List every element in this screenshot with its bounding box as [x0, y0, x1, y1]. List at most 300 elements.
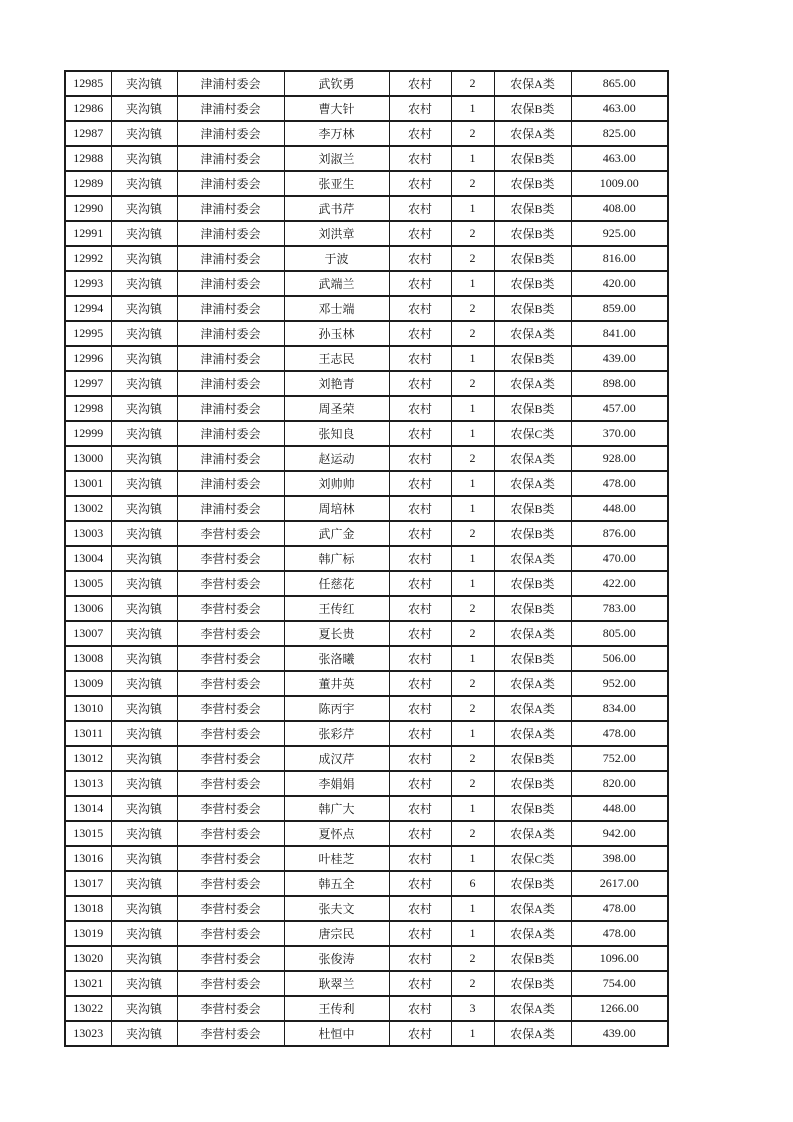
cell-committee: 津浦村委会 [177, 471, 284, 496]
table-row [65, 946, 668, 971]
cell-residence: 农村 [389, 496, 451, 521]
cell-category: 农保B类 [494, 496, 571, 521]
cell-category: 农保A类 [494, 371, 571, 396]
cell-category: 农保B类 [494, 171, 571, 196]
cell-category: 农保B类 [494, 246, 571, 271]
table-row [65, 321, 668, 346]
cell-residence: 农村 [389, 296, 451, 321]
cell-count: 1 [451, 646, 494, 671]
cell-person-name: 张俊涛 [284, 946, 389, 971]
cell-town: 夹沟镇 [111, 496, 177, 521]
cell-record-id: 12986 [65, 96, 111, 121]
cell-category: 农保B类 [494, 871, 571, 896]
cell-person-name: 刘洪章 [284, 221, 389, 246]
cell-category: 农保A类 [494, 621, 571, 646]
cell-count: 1 [451, 1021, 494, 1046]
cell-category: 农保A类 [494, 121, 571, 146]
cell-person-name: 叶桂芝 [284, 846, 389, 871]
cell-committee: 李营村委会 [177, 796, 284, 821]
cell-residence: 农村 [389, 646, 451, 671]
cell-town: 夹沟镇 [111, 346, 177, 371]
cell-residence: 农村 [389, 271, 451, 296]
cell-residence: 农村 [389, 471, 451, 496]
cell-category: 农保B类 [494, 746, 571, 771]
cell-person-name: 李万林 [284, 121, 389, 146]
cell-residence: 农村 [389, 346, 451, 371]
cell-committee: 津浦村委会 [177, 71, 284, 96]
cell-town: 夹沟镇 [111, 596, 177, 621]
table-row [65, 846, 668, 871]
cell-person-name: 张知良 [284, 421, 389, 446]
cell-count: 2 [451, 221, 494, 246]
table-row [65, 971, 668, 996]
cell-committee: 津浦村委会 [177, 221, 284, 246]
cell-committee: 李营村委会 [177, 771, 284, 796]
cell-town: 夹沟镇 [111, 696, 177, 721]
cell-town: 夹沟镇 [111, 71, 177, 96]
cell-count: 2 [451, 521, 494, 546]
table-row [65, 921, 668, 946]
cell-count: 2 [451, 971, 494, 996]
cell-record-id: 12994 [65, 296, 111, 321]
cell-committee: 津浦村委会 [177, 421, 284, 446]
table-row [65, 171, 668, 196]
cell-record-id: 12993 [65, 271, 111, 296]
cell-person-name: 张洛曦 [284, 646, 389, 671]
cell-person-name: 于波 [284, 246, 389, 271]
cell-committee: 李营村委会 [177, 721, 284, 746]
cell-category: 农保A类 [494, 721, 571, 746]
cell-category: 农保B类 [494, 796, 571, 821]
cell-record-id: 12997 [65, 371, 111, 396]
cell-residence: 农村 [389, 371, 451, 396]
table-row [65, 646, 668, 671]
cell-town: 夹沟镇 [111, 221, 177, 246]
cell-count: 1 [451, 721, 494, 746]
cell-count: 1 [451, 471, 494, 496]
cell-amount: 952.00 [571, 671, 668, 696]
cell-category: 农保A类 [494, 446, 571, 471]
cell-amount: 1266.00 [571, 996, 668, 1021]
cell-count: 3 [451, 996, 494, 1021]
cell-person-name: 唐宗民 [284, 921, 389, 946]
table-row [65, 421, 668, 446]
cell-count: 2 [451, 821, 494, 846]
cell-count: 2 [451, 446, 494, 471]
cell-count: 1 [451, 546, 494, 571]
cell-amount: 1009.00 [571, 171, 668, 196]
cell-category: 农保B类 [494, 946, 571, 971]
cell-category: 农保A类 [494, 896, 571, 921]
cell-residence: 农村 [389, 771, 451, 796]
cell-committee: 李营村委会 [177, 896, 284, 921]
cell-residence: 农村 [389, 521, 451, 546]
cell-person-name: 张夫文 [284, 896, 389, 921]
cell-residence: 农村 [389, 146, 451, 171]
cell-record-id: 12989 [65, 171, 111, 196]
cell-residence: 农村 [389, 696, 451, 721]
cell-residence: 农村 [389, 921, 451, 946]
cell-residence: 农村 [389, 421, 451, 446]
cell-town: 夹沟镇 [111, 721, 177, 746]
cell-committee: 李营村委会 [177, 921, 284, 946]
cell-committee: 李营村委会 [177, 521, 284, 546]
cell-count: 2 [451, 621, 494, 646]
table-row [65, 621, 668, 646]
cell-amount: 478.00 [571, 896, 668, 921]
cell-category: 农保A类 [494, 921, 571, 946]
record-table-body [65, 71, 668, 1046]
cell-amount: 942.00 [571, 821, 668, 846]
cell-residence: 农村 [389, 896, 451, 921]
cell-residence: 农村 [389, 171, 451, 196]
cell-amount: 805.00 [571, 621, 668, 646]
cell-amount: 470.00 [571, 546, 668, 571]
cell-record-id: 13011 [65, 721, 111, 746]
cell-count: 2 [451, 371, 494, 396]
cell-town: 夹沟镇 [111, 321, 177, 346]
cell-committee: 津浦村委会 [177, 146, 284, 171]
cell-person-name: 武端兰 [284, 271, 389, 296]
cell-residence: 农村 [389, 971, 451, 996]
cell-person-name: 曹大针 [284, 96, 389, 121]
table-row [65, 671, 668, 696]
cell-person-name: 耿翠兰 [284, 971, 389, 996]
cell-count: 1 [451, 921, 494, 946]
cell-amount: 408.00 [571, 196, 668, 221]
cell-count: 1 [451, 271, 494, 296]
cell-person-name: 周培林 [284, 496, 389, 521]
cell-committee: 津浦村委会 [177, 446, 284, 471]
cell-count: 2 [451, 771, 494, 796]
table-row [65, 221, 668, 246]
cell-committee: 津浦村委会 [177, 346, 284, 371]
cell-person-name: 韩五全 [284, 871, 389, 896]
table-row [65, 596, 668, 621]
cell-record-id: 13000 [65, 446, 111, 471]
table-row [65, 771, 668, 796]
cell-record-id: 12992 [65, 246, 111, 271]
cell-committee: 津浦村委会 [177, 396, 284, 421]
cell-record-id: 12996 [65, 346, 111, 371]
cell-record-id: 13019 [65, 921, 111, 946]
cell-person-name: 夏怀点 [284, 821, 389, 846]
cell-category: 农保B类 [494, 521, 571, 546]
table-row [65, 396, 668, 421]
cell-category: 农保A类 [494, 1021, 571, 1046]
cell-residence: 农村 [389, 1021, 451, 1046]
cell-amount: 448.00 [571, 796, 668, 821]
cell-committee: 津浦村委会 [177, 296, 284, 321]
cell-town: 夹沟镇 [111, 921, 177, 946]
cell-amount: 898.00 [571, 371, 668, 396]
cell-count: 2 [451, 246, 494, 271]
cell-person-name: 邓士端 [284, 296, 389, 321]
cell-amount: 398.00 [571, 846, 668, 871]
cell-record-id: 13018 [65, 896, 111, 921]
cell-category: 农保B类 [494, 771, 571, 796]
cell-person-name: 孙玉林 [284, 321, 389, 346]
table-row [65, 996, 668, 1021]
cell-town: 夹沟镇 [111, 246, 177, 271]
table-row [65, 746, 668, 771]
cell-town: 夹沟镇 [111, 146, 177, 171]
cell-record-id: 13003 [65, 521, 111, 546]
table-row [65, 871, 668, 896]
cell-category: 农保A类 [494, 696, 571, 721]
cell-record-id: 13005 [65, 571, 111, 596]
cell-town: 夹沟镇 [111, 896, 177, 921]
cell-record-id: 13023 [65, 1021, 111, 1046]
cell-count: 1 [451, 396, 494, 421]
cell-person-name: 韩广大 [284, 796, 389, 821]
cell-category: 农保C类 [494, 846, 571, 871]
cell-category: 农保B类 [494, 271, 571, 296]
cell-count: 2 [451, 946, 494, 971]
cell-amount: 754.00 [571, 971, 668, 996]
cell-committee: 津浦村委会 [177, 321, 284, 346]
cell-count: 2 [451, 596, 494, 621]
cell-committee: 李营村委会 [177, 671, 284, 696]
cell-person-name: 陈丙宇 [284, 696, 389, 721]
cell-committee: 津浦村委会 [177, 121, 284, 146]
cell-person-name: 李娟娟 [284, 771, 389, 796]
cell-amount: 463.00 [571, 96, 668, 121]
cell-category: 农保A类 [494, 996, 571, 1021]
cell-count: 2 [451, 121, 494, 146]
cell-town: 夹沟镇 [111, 671, 177, 696]
cell-town: 夹沟镇 [111, 296, 177, 321]
cell-person-name: 刘帅帅 [284, 471, 389, 496]
cell-category: 农保B类 [494, 346, 571, 371]
cell-committee: 李营村委会 [177, 971, 284, 996]
cell-count: 1 [451, 496, 494, 521]
cell-committee: 李营村委会 [177, 596, 284, 621]
cell-record-id: 13022 [65, 996, 111, 1021]
cell-town: 夹沟镇 [111, 371, 177, 396]
cell-amount: 752.00 [571, 746, 668, 771]
cell-residence: 农村 [389, 796, 451, 821]
cell-category: 农保B类 [494, 596, 571, 621]
cell-amount: 2617.00 [571, 871, 668, 896]
cell-count: 2 [451, 321, 494, 346]
cell-amount: 783.00 [571, 596, 668, 621]
cell-amount: 463.00 [571, 146, 668, 171]
cell-count: 2 [451, 171, 494, 196]
cell-town: 夹沟镇 [111, 171, 177, 196]
cell-count: 2 [451, 671, 494, 696]
cell-amount: 820.00 [571, 771, 668, 796]
table-row [65, 196, 668, 221]
cell-town: 夹沟镇 [111, 96, 177, 121]
table-row [65, 296, 668, 321]
cell-category: 农保A类 [494, 671, 571, 696]
cell-town: 夹沟镇 [111, 621, 177, 646]
cell-residence: 农村 [389, 446, 451, 471]
cell-amount: 825.00 [571, 121, 668, 146]
cell-record-id: 13014 [65, 796, 111, 821]
cell-count: 1 [451, 571, 494, 596]
cell-person-name: 成汉芹 [284, 746, 389, 771]
cell-residence: 农村 [389, 846, 451, 871]
cell-category: 农保B类 [494, 571, 571, 596]
cell-count: 6 [451, 871, 494, 896]
cell-record-id: 13002 [65, 496, 111, 521]
cell-record-id: 12985 [65, 71, 111, 96]
cell-amount: 422.00 [571, 571, 668, 596]
cell-town: 夹沟镇 [111, 996, 177, 1021]
cell-residence: 农村 [389, 571, 451, 596]
cell-record-id: 13017 [65, 871, 111, 896]
cell-residence: 农村 [389, 246, 451, 271]
cell-person-name: 董井英 [284, 671, 389, 696]
cell-person-name: 张彩芹 [284, 721, 389, 746]
cell-committee: 李营村委会 [177, 546, 284, 571]
cell-record-id: 12998 [65, 396, 111, 421]
cell-person-name: 武钦勇 [284, 71, 389, 96]
table-row [65, 371, 668, 396]
cell-amount: 439.00 [571, 1021, 668, 1046]
cell-committee: 李营村委会 [177, 871, 284, 896]
cell-count: 1 [451, 796, 494, 821]
cell-person-name: 任慈花 [284, 571, 389, 596]
cell-town: 夹沟镇 [111, 271, 177, 296]
cell-category: 农保B类 [494, 196, 571, 221]
cell-committee: 李营村委会 [177, 821, 284, 846]
cell-person-name: 韩广标 [284, 546, 389, 571]
table-row [65, 271, 668, 296]
cell-person-name: 赵运动 [284, 446, 389, 471]
table-row [65, 546, 668, 571]
cell-person-name: 张亚生 [284, 171, 389, 196]
cell-record-id: 13004 [65, 546, 111, 571]
table-row [65, 246, 668, 271]
table-row [65, 471, 668, 496]
cell-category: 农保B类 [494, 646, 571, 671]
cell-count: 1 [451, 421, 494, 446]
cell-residence: 农村 [389, 671, 451, 696]
cell-committee: 津浦村委会 [177, 246, 284, 271]
cell-committee: 李营村委会 [177, 646, 284, 671]
cell-town: 夹沟镇 [111, 546, 177, 571]
cell-committee: 李营村委会 [177, 571, 284, 596]
cell-amount: 865.00 [571, 71, 668, 96]
cell-amount: 876.00 [571, 521, 668, 546]
table-row [65, 121, 668, 146]
cell-residence: 农村 [389, 71, 451, 96]
cell-committee: 李营村委会 [177, 946, 284, 971]
cell-town: 夹沟镇 [111, 871, 177, 896]
table-row [65, 721, 668, 746]
cell-record-id: 12988 [65, 146, 111, 171]
cell-residence: 农村 [389, 96, 451, 121]
cell-record-id: 13010 [65, 696, 111, 721]
table-row [65, 146, 668, 171]
cell-count: 1 [451, 146, 494, 171]
cell-amount: 478.00 [571, 921, 668, 946]
cell-count: 2 [451, 71, 494, 96]
cell-count: 1 [451, 196, 494, 221]
cell-record-id: 12987 [65, 121, 111, 146]
cell-residence: 农村 [389, 721, 451, 746]
cell-record-id: 13001 [65, 471, 111, 496]
cell-committee: 津浦村委会 [177, 271, 284, 296]
table-row [65, 821, 668, 846]
cell-count: 1 [451, 346, 494, 371]
cell-category: 农保B类 [494, 96, 571, 121]
cell-count: 1 [451, 96, 494, 121]
cell-town: 夹沟镇 [111, 821, 177, 846]
cell-record-id: 12999 [65, 421, 111, 446]
cell-person-name: 杜恒中 [284, 1021, 389, 1046]
cell-town: 夹沟镇 [111, 396, 177, 421]
cell-person-name: 夏长贵 [284, 621, 389, 646]
cell-amount: 816.00 [571, 246, 668, 271]
cell-town: 夹沟镇 [111, 521, 177, 546]
table-row [65, 696, 668, 721]
cell-town: 夹沟镇 [111, 421, 177, 446]
cell-person-name: 武书芹 [284, 196, 389, 221]
cell-town: 夹沟镇 [111, 946, 177, 971]
cell-town: 夹沟镇 [111, 571, 177, 596]
cell-category: 农保B类 [494, 971, 571, 996]
cell-town: 夹沟镇 [111, 1021, 177, 1046]
cell-town: 夹沟镇 [111, 121, 177, 146]
cell-town: 夹沟镇 [111, 796, 177, 821]
cell-amount: 478.00 [571, 721, 668, 746]
cell-record-id: 13008 [65, 646, 111, 671]
cell-committee: 津浦村委会 [177, 496, 284, 521]
cell-record-id: 13006 [65, 596, 111, 621]
cell-record-id: 12995 [65, 321, 111, 346]
record-table [64, 70, 669, 1047]
cell-category: 农保B类 [494, 396, 571, 421]
cell-person-name: 刘艳青 [284, 371, 389, 396]
cell-town: 夹沟镇 [111, 771, 177, 796]
cell-committee: 津浦村委会 [177, 171, 284, 196]
cell-count: 2 [451, 696, 494, 721]
cell-residence: 农村 [389, 321, 451, 346]
cell-residence: 农村 [389, 996, 451, 1021]
cell-category: 农保B类 [494, 296, 571, 321]
cell-residence: 农村 [389, 621, 451, 646]
cell-person-name: 刘淑兰 [284, 146, 389, 171]
cell-committee: 津浦村委会 [177, 196, 284, 221]
cell-count: 2 [451, 746, 494, 771]
cell-committee: 津浦村委会 [177, 371, 284, 396]
table-row [65, 896, 668, 921]
cell-category: 农保A类 [494, 821, 571, 846]
cell-count: 2 [451, 296, 494, 321]
cell-residence: 农村 [389, 871, 451, 896]
cell-amount: 439.00 [571, 346, 668, 371]
cell-category: 农保C类 [494, 421, 571, 446]
table-row [65, 71, 668, 96]
cell-town: 夹沟镇 [111, 646, 177, 671]
cell-amount: 925.00 [571, 221, 668, 246]
cell-person-name: 周圣荣 [284, 396, 389, 421]
cell-category: 农保A类 [494, 546, 571, 571]
cell-committee: 津浦村委会 [177, 96, 284, 121]
cell-committee: 李营村委会 [177, 621, 284, 646]
table-row [65, 796, 668, 821]
cell-category: 农保A类 [494, 321, 571, 346]
cell-committee: 李营村委会 [177, 996, 284, 1021]
cell-count: 1 [451, 846, 494, 871]
cell-category: 农保B类 [494, 221, 571, 246]
cell-town: 夹沟镇 [111, 971, 177, 996]
cell-amount: 478.00 [571, 471, 668, 496]
